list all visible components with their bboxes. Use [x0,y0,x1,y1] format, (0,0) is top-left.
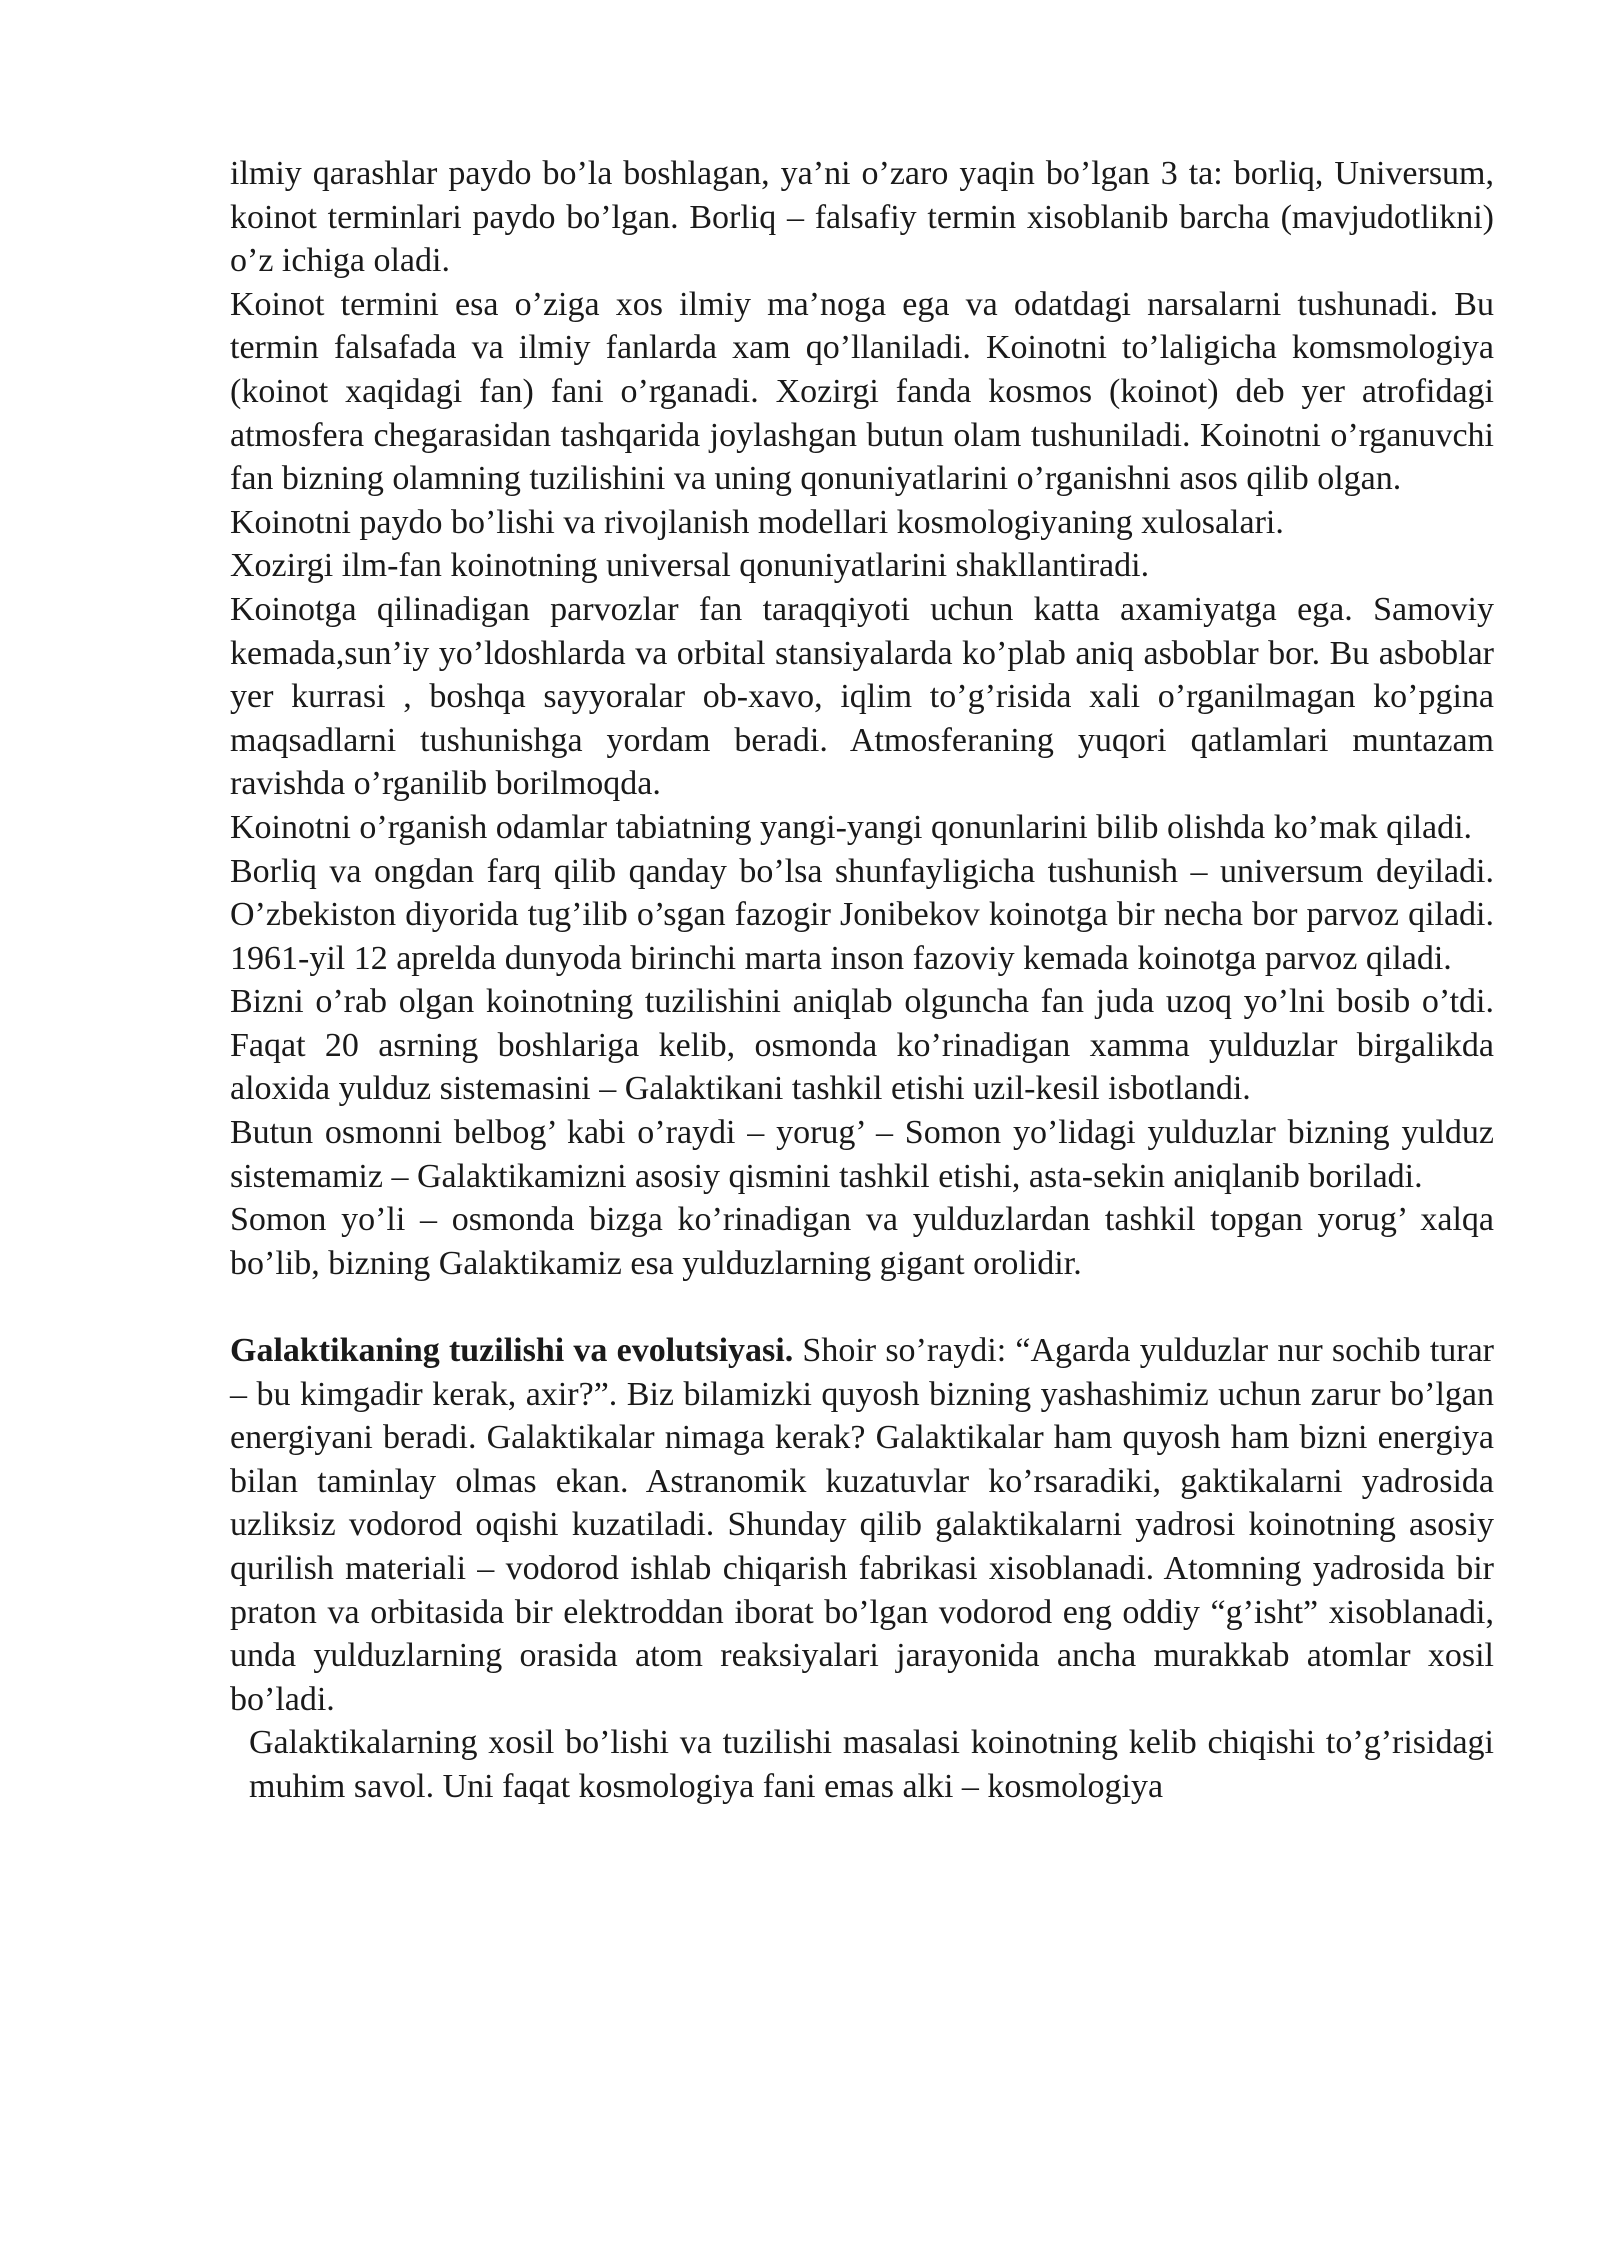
paragraph-spacer [230,1285,1494,1329]
section-galaxy-structure [230,1329,1494,1721]
paragraph-study-benefits: Koinotni o’rganish odamlar tabiatning yangi-yangi qonunlarini bilib olishda ko’mak qiladi. [230,808,1473,846]
paragraph-space-flights: Koinotga qilinadigan parvozlar fan taraqqiyoti uchun katta axamiyatga ega. Samoviy kemada,sun’iy yo’ldoshlarda va orbital stansiyalarda ko’plab aniq asboblar bor. Bu asboblar yer kurrasi , boshqa sayyoralar ob-xavo, iqlim to’g’risida xali o’rganilmagan ko’pgina maqsadlarni tushunishga yordam beradi. Atmosferaning yuqori qatlamlari muntazam ravishda o’rganilib borilmoqda. [230,590,1494,803]
paragraph-cosmology-models: Koinotni paydo bo’lishi va rivojlanish modellari kosmologiyaning xulosalari. [230,503,1284,541]
section-heading-followup: Shoir so’raydi: “Agarda yulduzlar nur sochib turar – bu kimgadir kerak, axir?”. Biz bilamizki quyosh bizning yashashimiz uchun zarur bo’lgan energiyani beradi. Galaktikalar nimaga kerak? Galaktikalar ham quyosh ham bizni energiya bilan taminlay olmas ekan. Astranomik kuzatuvlar ko’rsaradiki, gaktikalarni yadrosida uzliksiz vodorod oqishi kuzatiladi. Shunday qilib galaktikalarni yadrosi koinotning asosiy qurilish materiali – vodorod ishlab chiqarish fabrikasi xisoblanadi. Atomning yadrosida bir praton va orbitasida bir elektroddan iborat bo’lgan vodorod eng oddiy “g’isht” xisoblanadi, unda yulduzlarning orasida atom reaksiyalari jarayonida ancha murakkab atomlar xosil bo’ladi. [230,1332,1494,1718]
paragraph-koinot-term: Koinot termini esa o’ziga xos ilmiy ma’noga ega va odatdagi narsalarni tushunadi. Bu termin falsafada va ilmiy fanlarda xam qo’llaniladi. Koinotni to’laligicha komsmologiya (koinot xaqidagi fan) fani o’rganadi. Xozirgi fanda kosmos (koinot) deb yer atrofidagi atmosfera chegarasidan tashqarida joylashgan butun olam tushuniladi. Koinotni o’rganuvchi fan bizning olamning tuzilishini va uning qonuniyatlarini o’rganishni asos qilib olgan. [230,285,1494,498]
paragraph-milky-way-belt: Butun osmonni belbog’ kabi o’raydi – yorug’ – Somon yo’lidagi yulduzlar bizning yulduz sistemamiz – Galaktikamizni asosiy qismini tashkil etishi, asta-sekin aniqlanib boriladi. [230,1114,1494,1195]
paragraph-galaxy-formation: Galaktikalarning xosil bo’lishi va tuzilishi masalasi koinotning kelib chiqishi to’g’risidagi muhim savol. Uni faqat kosmologiya fani emas alki – kosmologiya [249,1724,1494,1805]
section-heading: Galaktikaning tuzilishi va evolutsiyasi. [230,1332,794,1370]
paragraph-terms-intro: ilmiy qarashlar paydo bo’la boshlagan, ya’ni o’zaro yaqin bo’lgan 3 ta: borliq, Universum, koinot terminlari paydo bo’lgan. Borliq – falsafiy termin xisoblanib barcha (mavjudotlikni) o’z ichiga oladi. [230,155,1494,280]
paragraph-galaxy-discovery: Bizni o’rab olgan koinotning tuzilishini aniqlab olguncha fan juda uzoq yo’lni bosib o’tdi. Faqat 20 asrning boshlariga kelib, osmonda ko’rinadigan xamma yulduzlar birgalikda aloxida yulduz sistemasini – Galaktikani tashkil etishi uzil-kesil isbotlandi. [230,983,1494,1108]
paragraph-universum: Borliq va ongdan farq qilib qanday bo’lsa shunfayligicha tushunish – universum deyiladi. O’zbekiston diyorida tug’ilib o’sgan fazogir Jonibekov koinotga bir necha bor parvoz qiladi. 1961-yil 12 aprelda dunyoda birinchi marta inson fazoviy kemada koinotga parvoz qiladi. [230,852,1494,977]
paragraph-milky-way-definition: Somon yo’li – osmonda bizga ko’rinadigan va yulduzlardan tashkil topgan yorug’ xalqa bo’lib, bizning Galaktikamiz esa yulduzlarning gigant orolidir. [230,1201,1494,1282]
document-page [230,152,1494,1809]
paragraph-universal-laws: Xozirgi ilm-fan koinotning universal qonuniyatlarini shakllantiradi. [230,547,1150,585]
